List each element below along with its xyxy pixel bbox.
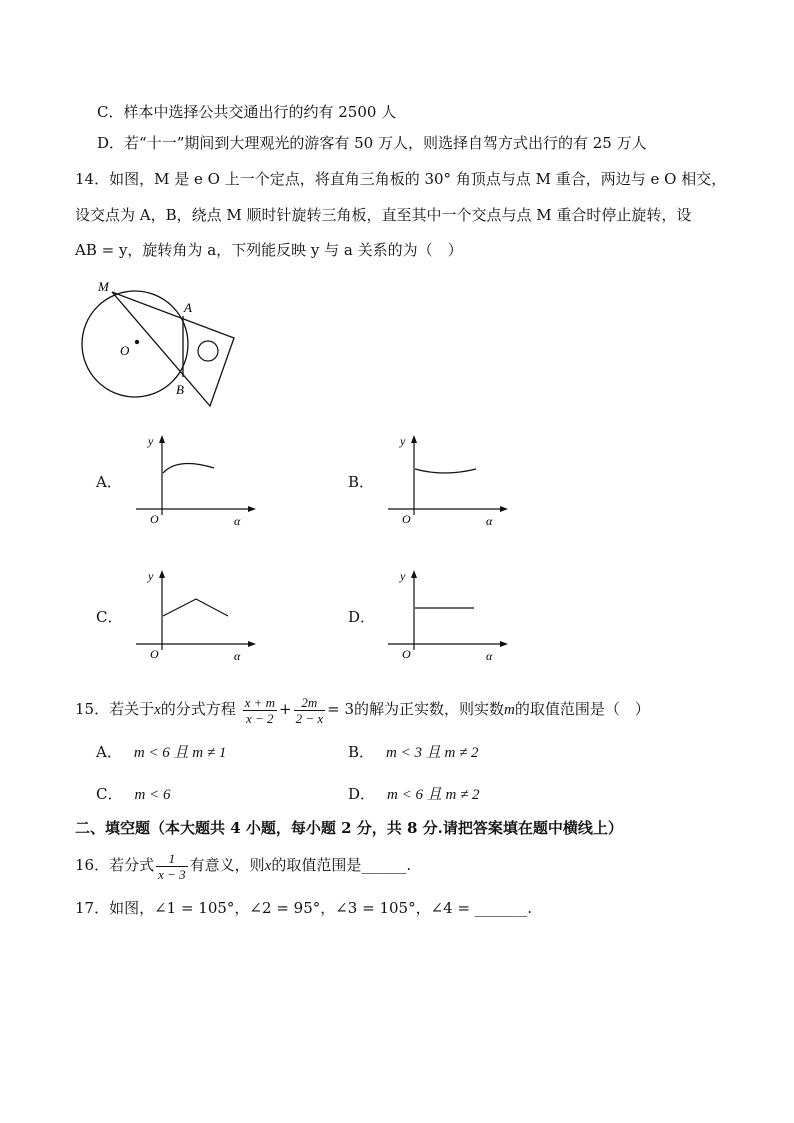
q14-graph-c: [134, 568, 264, 668]
graph-b-y-label: y: [400, 434, 406, 448]
q15-opt-b-label: B．: [348, 743, 375, 761]
q15-opt-b-expr: m < 3 且 m ≠ 2: [386, 745, 479, 761]
graph-c-origin-label: O: [150, 647, 159, 661]
q14-option-c-label: C．: [96, 608, 123, 626]
q16-den: x − 3: [158, 866, 186, 882]
q15-suffix2: 的取值范围是（ ）: [514, 700, 650, 718]
q16-fraction: [156, 851, 188, 882]
q15-prefix: 15．若关于: [75, 700, 155, 718]
q14-line-2: 设交点为 A，B，绕点 M 顺时针旋转三角板，直至其中一个交点与点 M 重合时停止旋转，设: [75, 206, 692, 224]
graph-a-origin-label: O: [150, 512, 159, 526]
graph-d-y-label: y: [400, 569, 406, 583]
label-o: O: [120, 343, 130, 358]
option-d-text: D．若“十一”期间到大理观光的游客有 50 万人，则选择自驾方式出行的有 25 万人: [97, 134, 647, 152]
graph-a-y-label: y: [148, 434, 154, 448]
q17-stem: 17．如图，∠1 = 105°，∠2 = 95°，∠3 = 105°，∠4 = _______.: [75, 899, 533, 917]
ruler-hole: [198, 341, 218, 361]
q14-line-1: 14．如图，M 是 e O 上一个定点，将直角三角板的 30° 角顶点与点 M 重合，两边与 e O 相交，: [75, 170, 727, 188]
q15-var-m: m: [504, 702, 515, 718]
label-b: B: [176, 382, 184, 397]
q15-opt-c-expr: m < 6: [134, 787, 171, 803]
q15-option-b: [348, 742, 479, 763]
q15-f2-den: 2 − x: [295, 710, 324, 726]
q14-graph-b: [386, 433, 516, 533]
option-c-text: C．样本中选择公共交通出行的约有 2500 人: [97, 103, 397, 121]
graph-d-x-label: α: [486, 649, 493, 663]
q15-opt-d-expr: m < 6 且 m ≠ 2: [387, 787, 480, 803]
q15-opt-d-label: D．: [348, 785, 376, 803]
q15-fraction-1: [243, 695, 277, 726]
curve-b: [415, 469, 476, 473]
q15-opt-a-label: A．: [96, 743, 122, 761]
section-2-heading: 二、填空题（本大题共 4 小题，每小题 2 分，共 8 分.请把答案填在题中横线上）: [75, 819, 623, 837]
q14-option-d-label: D．: [348, 608, 376, 626]
label-m: M: [98, 279, 109, 294]
q14-circle-figure: [76, 278, 246, 413]
q16-num: 1: [156, 851, 188, 867]
q15-opt-c-label: C．: [96, 785, 123, 803]
center-dot: [135, 340, 139, 344]
q16-var: x: [264, 858, 272, 874]
graph-c-y-label: y: [148, 569, 154, 583]
q14-option-a-label: A．: [96, 473, 122, 491]
q14-line-3: AB = y，旋转角为 a，下列能反映 y 与 a 关系的为（ ）: [75, 241, 463, 259]
q16-suffix: 的取值范围是______.: [271, 856, 412, 874]
q15-var-x: x: [154, 702, 161, 718]
graph-b-origin-label: O: [402, 512, 411, 526]
q15-stem: [75, 692, 650, 727]
q15-eq: = 3: [327, 700, 355, 718]
q15-suffix1: 的解为正实数，则实数: [354, 700, 505, 718]
q15-f1-num: x + m: [244, 694, 275, 710]
curve-c: [163, 599, 228, 616]
graph-d-origin-label: O: [402, 647, 411, 661]
graph-c-x-label: α: [234, 649, 241, 663]
q15-opt-a-expr: m < 6 且 m ≠ 1: [133, 745, 227, 761]
q15-plus: +: [279, 700, 292, 718]
q15-mid: 的分式方程: [160, 700, 236, 718]
q16-prefix: 16．若分式: [75, 856, 155, 874]
circle-o: [82, 291, 188, 397]
q15-fraction-2: [294, 695, 326, 726]
q15-option-c: [96, 784, 170, 805]
graph-b-x-label: α: [486, 514, 493, 528]
curve-a: [163, 464, 214, 473]
q15-option-a: [96, 742, 226, 763]
q16-mid: 有意义，则: [189, 856, 265, 874]
q14-option-b-label: B．: [348, 473, 375, 491]
q16-stem: [75, 848, 411, 883]
q14-graph-a: [134, 433, 264, 533]
label-a: A: [184, 300, 192, 315]
q15-option-d: [348, 784, 480, 805]
q15-f2-num: 2m: [294, 695, 326, 711]
q14-graph-d: [386, 568, 516, 668]
q15-f1-den: x − 2: [246, 710, 274, 726]
triangle-ruler: [112, 292, 234, 406]
graph-a-x-label: α: [234, 514, 241, 528]
